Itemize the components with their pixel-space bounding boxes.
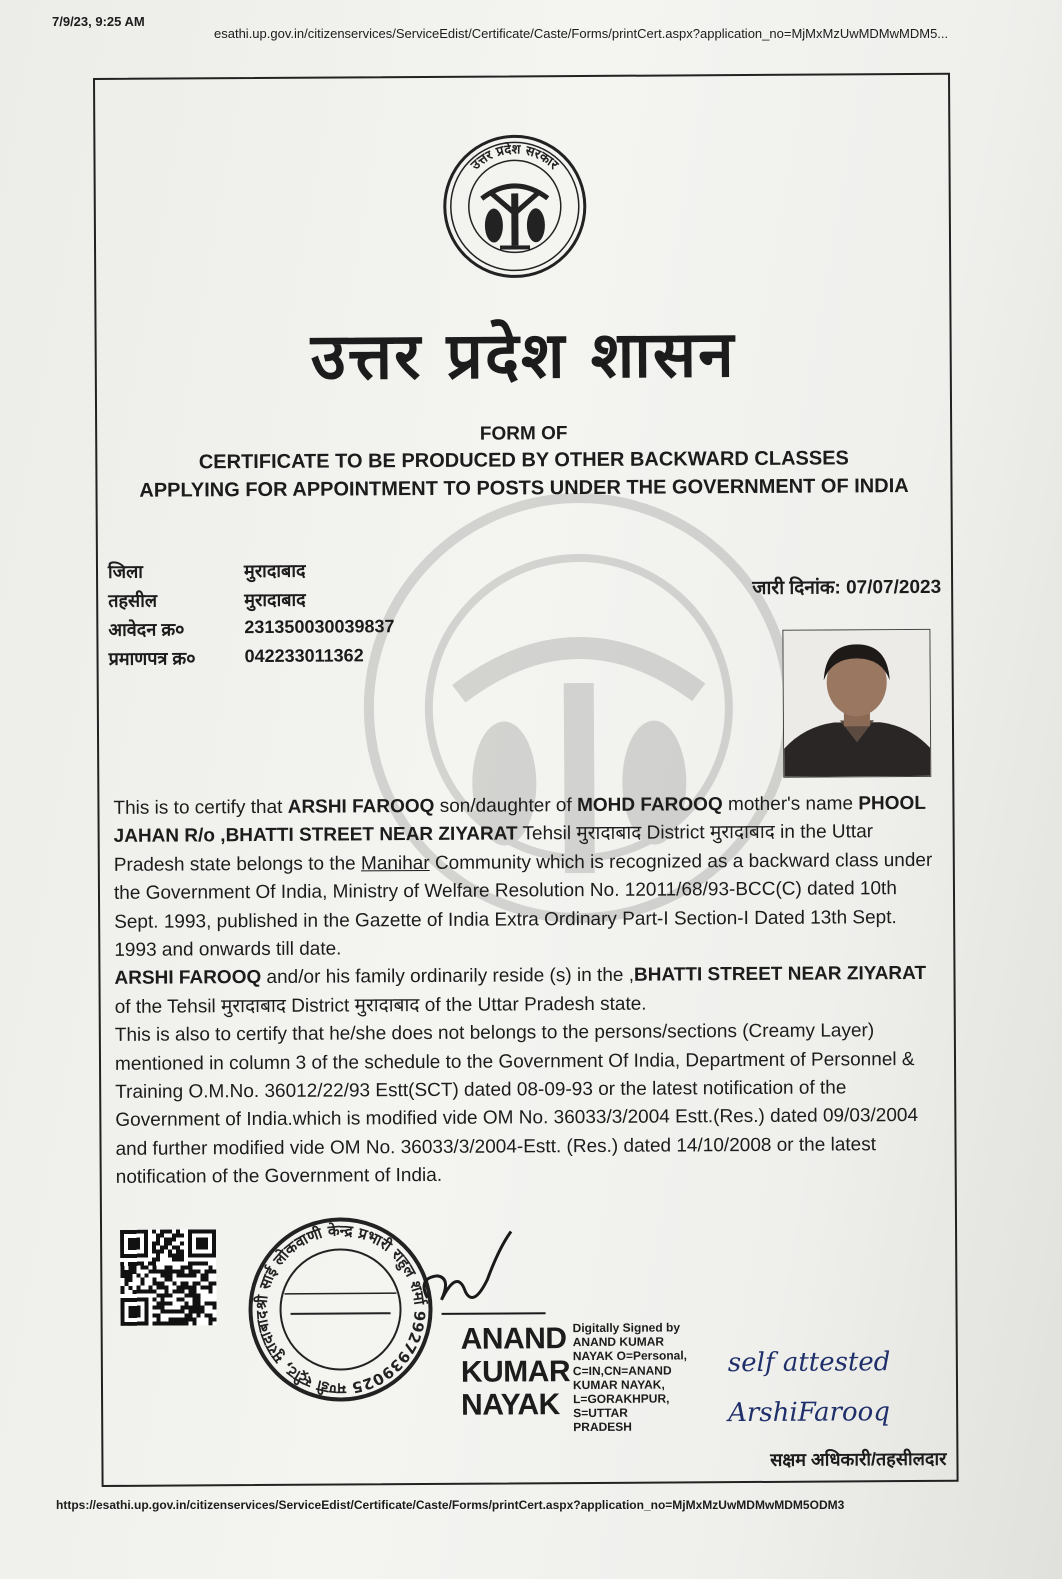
form-of-heading: FORM OF (479, 423, 568, 445)
self-attestation (728, 1337, 891, 1438)
certificate-fields (107, 560, 395, 676)
field-label: जिला (107, 561, 143, 582)
field-value: 231350030039837 (244, 616, 395, 638)
certificate-frame (93, 73, 959, 1487)
signer-name: ANAND KUMAR NAYAK (460, 1322, 571, 1422)
title-hindi: उत्तर प्रदेश शासन (310, 317, 736, 395)
certificate-heading-line1: CERTIFICATE TO BE PRODUCED BY OTHER BACKWARD CLASSES (198, 447, 849, 474)
print-timestamp: 7/9/23, 9:25 AM (52, 14, 145, 29)
field-value: मुरादाबाद (243, 560, 306, 582)
issue-date-label: जारी दिनांक: (752, 577, 841, 599)
applicant-photo (782, 629, 931, 778)
residence-address: BHATTI STREET NEAR ZIYARAT (633, 963, 927, 987)
issue-date (752, 573, 941, 600)
self-attested-note: self attested (727, 1347, 891, 1379)
issue-date-value: 07/07/2023 (845, 576, 942, 599)
qr-code (120, 1229, 217, 1326)
svg-text:उत्तर प्रदेश सरकार: उत्तर प्रदेश सरकार (468, 142, 561, 174)
field-label: प्रमाणपत्र क्र० (108, 648, 196, 669)
competent-authority: सक्षम अधिकारी/तहसीलदार (770, 1448, 947, 1470)
body-paragraph-2: ARSHI FAROOQ and/or his family ordinarily reside (s) in the ,BHATTI STREET NEAR ZIYARAT of the Tehsil मुरादाबाद District मुरादाबाद of the Uttar Pradesh state. (114, 963, 927, 1018)
certificate-heading-line2: APPLYING FOR APPOINTMENT TO POSTS UNDER THE GOVERNMENT OF INDIA (139, 475, 909, 502)
field-value: 042233011362 (244, 645, 364, 667)
field-label: तहसील (108, 590, 158, 611)
print-header-url: esathi.up.gov.in/citizenservices/ServiceEdist/Certificate/Caste/Forms/printCert.aspx?application_no=MjMxMzUwMDMwMDM5... (214, 26, 949, 41)
applicant-name: ARSHI FAROOQ (114, 967, 262, 990)
tehsil-name: मुरादाबाद (220, 995, 287, 1018)
residence-address: BHATTI STREET NEAR ZIYARAT (225, 823, 518, 847)
field-label: आवेदन क्र० (108, 619, 185, 640)
print-header (52, 14, 1042, 41)
community-name: Manihar (360, 852, 430, 875)
svg-text:श्री साई लोकवाणी केन्द्र प्रभा: श्री साई लोकवाणी केन्द्र प्रभारी राहुल शर्मा 9927939025 मण्डी स्ट्रीट, मुरादाबाद (252, 1221, 429, 1398)
print-footer-url: https://esathi.up.gov.in/citizenservices/ServiceEdist/Certificate/Caste/Forms/printCert.aspx?application_no=MjMxMzUwMDMwMDM5ODM3 (56, 1498, 845, 1512)
tehsil-name: मुरादाबाद (576, 823, 642, 845)
up-emblem (441, 133, 588, 280)
applicant-name: ARSHI FAROOQ (287, 795, 435, 818)
digital-signature-info: Digitally Signed by ANAND KUMAR NAYAK O=Personal, C=IN,CN=ANAND KUMAR NAYAK, L=GORAKHPUR, S=UTTAR PRADESH (572, 1320, 688, 1435)
applicant-signature: ArshiFarooq (728, 1397, 891, 1429)
body-paragraph-1: This is to certify that ARSHI FAROOQ son/daughter of MOHD FAROOQ mother's name PHOOL JAHAN R/o ,BHATTI STREET NEAR ZIYARAT Tehsil मुरादाबाद District मुरादाबाद in the Uttar Pradesh state belongs to the Manihar Community which is recognized as a backward class under the Government Of India, Ministry of Welfare Resolution No. 12011/68/93-BCC(C) dated 10th Sept. 1993, published in the Gazette of India Extra Ordinary Part-I Section-I Dated 13th Sept. 1993 and onwards till date. (113, 792, 933, 961)
mother-name: PHOOL JAHAN (113, 792, 926, 848)
district-name: मुरादाबाद (354, 994, 420, 1017)
father-name: MOHD FAROOQ (576, 794, 723, 817)
certificate-body (113, 790, 945, 1193)
field-value: मुरादाबाद (244, 589, 306, 611)
body-paragraph-3: This is also to certify that he/she does not belongs to the persons/sections (Creamy Layer) mentioned in column 3 of the schedule to the Government Of India, Department of Personnel & Training O.M.No. 36012/22/93 Estt(SCT) dated 08-09-93 or the latest notification of the Government of India.which is modified vide OM No. 36033/3/2004 Estt.(Res.) dated 09/03/2004 and further modified vide OM No. 36033/3/2004-Estt. (Res.) dated 14/10/2008 or the latest notification of the Government of India. (114, 1020, 919, 1189)
district-name: मुरादाबाद (709, 822, 775, 844)
